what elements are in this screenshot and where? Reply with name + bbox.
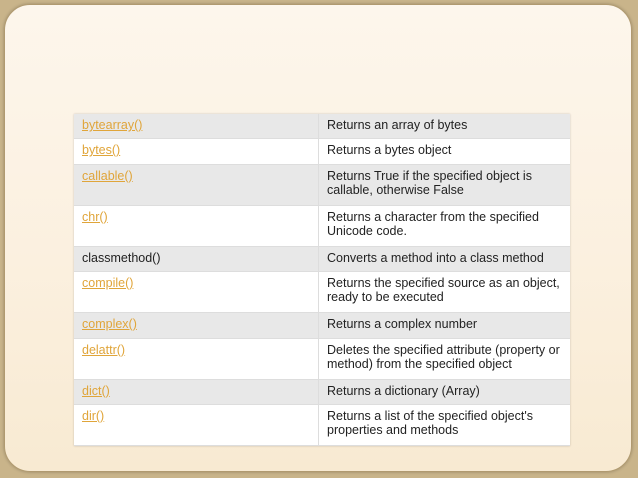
function-name-cell	[74, 164, 319, 205]
function-name-cell	[74, 246, 319, 271]
function-name-cell	[74, 139, 319, 164]
function-name-cell	[74, 338, 319, 379]
function-link[interactable]: chr()	[82, 209, 108, 224]
function-description-cell: Returns the specified source as an object, ready to be executed	[319, 272, 571, 313]
table-row	[74, 164, 570, 205]
table-row	[74, 205, 570, 246]
table-row	[74, 272, 570, 313]
function-link[interactable]: callable()	[82, 168, 133, 183]
function-link[interactable]: compile()	[82, 276, 134, 291]
table-row	[74, 246, 570, 271]
functions-table-container	[74, 114, 570, 446]
slide	[4, 4, 632, 472]
function-link[interactable]: delattr()	[82, 342, 126, 357]
function-link[interactable]: dict()	[82, 383, 110, 398]
table-row	[74, 405, 570, 446]
function-link[interactable]: bytes()	[82, 143, 121, 158]
table-row	[74, 139, 570, 164]
function-description-cell: Returns a dictionary (Array)	[319, 379, 571, 404]
function-description-cell: Returns True if the specified object is callable, otherwise False	[319, 164, 571, 205]
function-name-cell	[74, 205, 319, 246]
function-name-cell	[74, 114, 319, 139]
table-row	[74, 379, 570, 404]
table-row	[74, 338, 570, 379]
function-description-cell: Returns a complex number	[319, 313, 571, 338]
function-name-cell	[74, 405, 319, 446]
function-description-cell: Returns a bytes object	[319, 139, 571, 164]
table-row	[74, 114, 570, 139]
function-description-cell: Deletes the specified attribute (property or method) from the specified object	[319, 338, 571, 379]
function-name-cell	[74, 379, 319, 404]
function-description-cell: Returns an array of bytes	[319, 114, 571, 139]
function-description-cell: Converts a method into a class method	[319, 246, 571, 271]
table-row	[74, 313, 570, 338]
function-link[interactable]: complex()	[82, 317, 137, 332]
functions-table-body	[74, 114, 570, 446]
functions-table	[74, 114, 570, 446]
function-description-cell: Returns a character from the specified Unicode code.	[319, 205, 571, 246]
function-description-cell: Returns a list of the specified object's properties and methods	[319, 405, 571, 446]
function-link[interactable]: dir()	[82, 409, 105, 424]
function-name-cell	[74, 272, 319, 313]
function-link: classmethod()	[82, 250, 161, 265]
function-link[interactable]: bytearray()	[82, 118, 143, 132]
function-name-cell	[74, 313, 319, 338]
